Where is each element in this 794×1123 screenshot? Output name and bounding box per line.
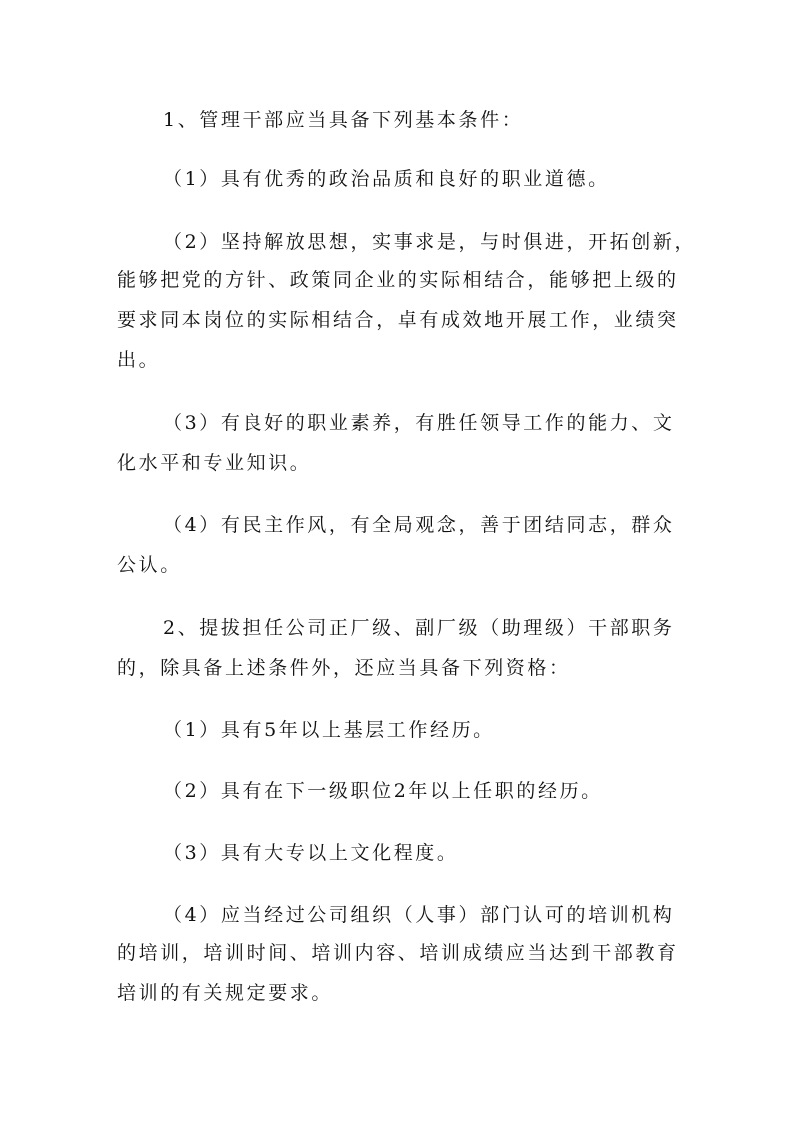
condition-heading-1: 1、管理干部应当具备下列基本条件： [163,109,524,131]
condition-1-2-line-2: 能够把党的方针、政策同企业的实际相结合，能够把上级的 [117,269,679,291]
qualification-2-1: （1）具有5年以上基层工作经历。 [163,719,495,741]
condition-1-4-line-1: （4）有民主作风，有全局观念，善于团结同志，群众 [163,514,675,536]
qualification-2-4-line-1: （4）应当经过公司组织（人事）部门认可的培训机构 [163,904,675,926]
condition-heading-2-line-2: 的，除具备上述条件外，还应当具备下列资格： [117,657,571,679]
condition-1-1: （1）具有优秀的政治品质和良好的职业道德。 [163,168,610,190]
condition-1-3-line-1: （3）有良好的职业素养，有胜任领导工作的能力、文 [163,412,675,434]
condition-1-2-line-4: 出。 [117,349,161,371]
qualification-2-4-line-3: 培训的有关规定要求。 [117,982,334,1004]
condition-1-3-line-2: 化水平和专业知识。 [117,452,312,474]
qualification-2-3: （3）具有大专以上文化程度。 [163,842,459,864]
condition-1-2-line-3: 要求同本岗位的实际相结合，卓有成效地开展工作，业绩突 [117,309,679,331]
condition-heading-2-line-1: 2、提拔担任公司正厂级、副厂级（助理级）干部职务 [163,617,675,639]
condition-1-4-line-2: 公认。 [117,554,182,576]
qualification-2-2: （2）具有在下一级职位2年以上任职的经历。 [163,780,603,802]
condition-1-2-line-1: （2）坚持解放思想，实事求是，与时俱进，开拓创新， [163,231,697,253]
qualification-2-4-line-2: 的培训，培训时间、培训内容、培训成绩应当达到干部教育 [117,942,679,964]
